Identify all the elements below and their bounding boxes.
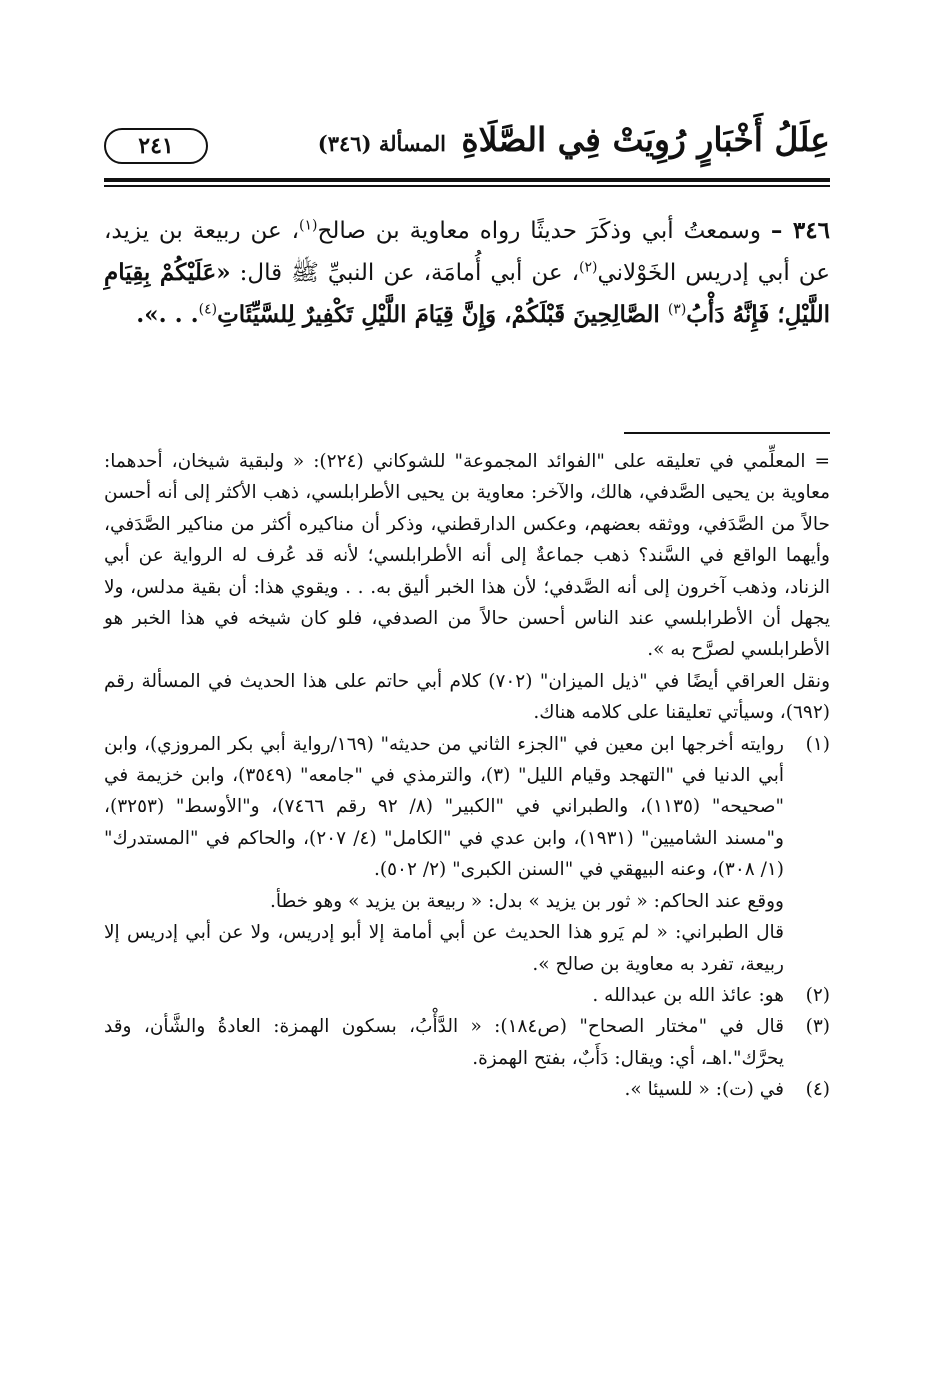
footnote-text: في (ت): « للسيئا ».: [624, 1079, 784, 1101]
continuation-paragraph-2: ونقل العراقي أيضًا في "ذيل الميزان" (٧٠٢) كلام أبي حاتم على هذا الحديث في المسألة رقم (٦٩٢)، وسيأتي تعليقنا على كلامه هناك.: [104, 670, 831, 724]
footnote-number: (٢): [805, 984, 830, 1006]
footnote-text: روايته أخرجها ابن معين في "الجزء الثاني من حديثه" (١٦٩/رواية أبي بكر المروزي)، وابن أبي الدنيا في "التهجد وقيام الليل" (٣)، والترمذي في "جامعه" (٣٥٤٩)، وابن خزيمة في "صحيحه" (١١٣٥)، والطبراني في "الكبير" (٨/ ٩٢ رقم ٧٤٦٦)، و"الأوسط" (٣٢٥٣)، و"مسند الشاميين" (١٩٣١)، وابن عدي في "الكامل" (٤/ ٢٠٧)، والحاكم في "المستدرك" (١/ ٣٠٨)، وعنه البيهقي في "السنن الكبرى" (٢/ ٥٠٢).: [104, 733, 784, 881]
entry-text-c: ، عن أبي أُمامَة، عن النبيِّ ﷺ قال:: [230, 260, 580, 286]
footnote-1: [104, 729, 830, 980]
hadith-text-c: . . .».: [136, 301, 199, 328]
page-number-badge: ٢٤١: [104, 128, 208, 164]
footnote-marker-1[interactable]: (١): [299, 217, 318, 234]
page-header: [104, 118, 830, 178]
footnote-4: [104, 1074, 830, 1105]
header-rule-thin: [104, 185, 830, 187]
footnote-3: [104, 1011, 830, 1074]
header-rule-thick: [104, 178, 830, 182]
hadith-text-a: «عَلَيْكُمْ بِقِيَامِ اللَّيْلِ؛ فَإِنَّهُ دَأْبُ: [104, 259, 830, 328]
entry-paragraph: [104, 210, 830, 336]
footnote-number: (٤): [805, 1079, 830, 1101]
main-entry: [104, 210, 830, 336]
footnote-extra: ووقع عند الحاكم: « ثور بن يزيد » بدل: « ربيعة بن يزيد » وهو خطأ.: [269, 890, 784, 912]
footnote-marker-2[interactable]: (٢): [579, 259, 598, 276]
footnote-marker-3[interactable]: (٣): [667, 301, 687, 318]
footnote-marker-4[interactable]: (٤): [198, 301, 218, 318]
footnotes-section: [104, 446, 830, 1106]
footnote-2: [104, 980, 830, 1011]
entry-text-a: وسمعتُ أبي وذكَرَ حديثًا رواه معاوية بن صالح: [317, 218, 771, 244]
continuation-paragraph: = المعلِّمي في تعليقه على "الفوائد المجموعة" للشوكاني (٢٢٤): « ولبقية شيخان، أحدهما: معاوية بن يحيى الصَّدفي، هالك، والآخر: معاوية بن يحيى الأطرابلسي، ذهب الأكثر إلى أنه أحسن حالاً من الصَّدَفي، ووثقه بعضهم، وعكس الدارقطني، وذكر أن مناكيره أكثر من مناكير الصَّدَفي، وأيهما الواقع في السَّند؟ ذهب جماعةٌ إلى أنه الأطرابلسي؛ لأنه قد عُرف له الرواية عن أبي الزناد، وذهب آخرون إلى أنه الصَّدفي؛ لأن هذا الخبر أليق به. . . ويقوي هذا: أن بقية مدلس، ولا يجهل أن الأطرابلسي عند الناس أحسن حالاً من الصدفي، فلو كان شيخه في هذا الخبر هو الأطرابلسي لصرَّح به ».: [104, 451, 830, 661]
entry-number: ٣٤٦ –: [770, 217, 830, 244]
issue-number: المسألة (٣٤٦): [317, 131, 446, 156]
footnote-separator: [624, 432, 830, 434]
footnote-number: (٣): [805, 1016, 830, 1038]
hadith-text-b: الصَّالِحِينَ قَبْلَكُمْ، وَإِنَّ قِيَامَ اللَّيْلِ تَكْفِيرٌ لِلسَّيِّئَاتِ: [217, 301, 668, 328]
book-title: عِلَلُ أَخْبَارٍ رُوِيَتْ فِي الصَّلَاةِ: [461, 120, 830, 159]
footnote-number: (١): [805, 733, 830, 755]
footnote-text: قال في "مختار الصحاح" (ص١٨٤): « الدَّأْبُ، بسكون الهمزة: العادةُ والشَّأن، وقد يحرَّك".اهـ، أي: ويقال: دَأَبٌ، بفتح الهمزة.: [104, 1016, 784, 1069]
footnote-extra: قال الطبراني: « لم يَرو هذا الحديث عن أبي أمامة إلا أبو إدريس، ولا عن أبي إدريس إلا ربيعة، تفرد به معاوية بن صالح ».: [104, 922, 784, 975]
entry-text-b: ، عن ربيعة بن يزيد، عن أبي إدريس الخَوْلاني: [104, 218, 830, 286]
footnote-text: هو: عائذ الله بن عبدالله .: [592, 984, 784, 1006]
